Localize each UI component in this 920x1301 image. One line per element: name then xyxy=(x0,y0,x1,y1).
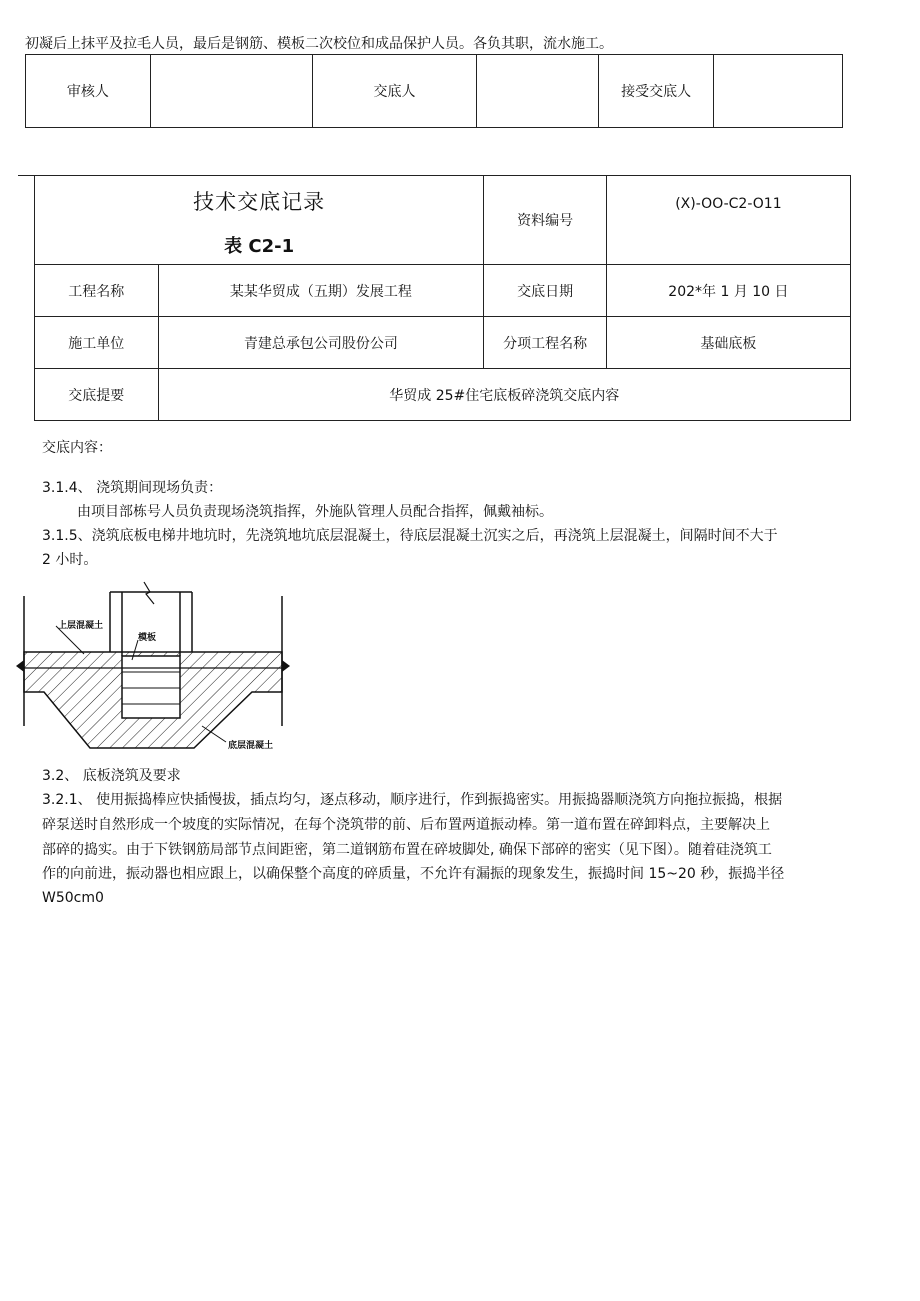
unit-value: 青建总承包公司股份公司 xyxy=(158,317,484,369)
record-table xyxy=(34,175,851,421)
content-heading: 交底内容： xyxy=(42,440,112,456)
unit-label: 施工单位 xyxy=(35,317,159,369)
doc-no-value: (X)-OO-C2-O11 xyxy=(606,176,850,265)
date-value: 202*年 1 月 10 日 xyxy=(606,265,850,317)
top-line-text: 初凝后上抹平及拉毛人员，最后是钢筋、模板二次校位和成品保护人员。各负其职，流水施工。 xyxy=(25,36,613,52)
elevator-pit-diagram xyxy=(14,576,296,760)
summary-label: 交底提要 xyxy=(35,369,159,421)
doc-no-label: 资料编号 xyxy=(484,176,607,265)
discloser-value xyxy=(477,55,599,128)
s321-line4: 作的向前进，振动器也相应跟上，以确保整个高度的碎质量，不允许有漏振的现象发生，振捣时间 15~20 秒，振捣半径 xyxy=(42,866,785,882)
break-mark xyxy=(144,582,154,604)
s321-line5: W50cm0 xyxy=(42,890,104,906)
receiver-value xyxy=(714,55,843,128)
project-value: 某某华贸成（五期）发展工程 xyxy=(158,265,484,317)
margin-mark xyxy=(18,175,34,176)
reviewer-value xyxy=(150,55,312,128)
reviewer-label: 审核人 xyxy=(26,55,151,128)
project-label: 工程名称 xyxy=(35,265,159,317)
discloser-label: 交底人 xyxy=(312,55,477,128)
label-formwork: 模板 xyxy=(138,633,157,643)
subproject-value: 基础底板 xyxy=(606,317,850,369)
subproject-label: 分项工程名称 xyxy=(484,317,607,369)
s314-title: 3.1.4、 浇筑期间现场负责： xyxy=(42,480,223,496)
s314-body: 由项目部栋号人员负责现场浇筑指挥，外施队管理人员配合指挥，佩戴袖标。 xyxy=(77,504,553,520)
receiver-label: 接受交底人 xyxy=(599,55,714,128)
s321-line3: 部碎的捣实。由于下铁钢筋局部节点间距密，第二道钢筋布置在碎坡脚处, 确保下部碎的密实（见下图）。随着硅浇筑工 xyxy=(42,842,772,858)
record-title-cell xyxy=(35,176,484,265)
s315-line1: 3.1.5、浇筑底板电梯井地坑时，先浇筑地坑底层混凝土，待底层混凝土沉实之后，再浇筑上层混凝土，间隔时间不大于 xyxy=(42,528,778,544)
summary-value: 华贸成 25#住宅底板碎浇筑交底内容 xyxy=(158,369,850,421)
s32-title: 3.2、 底板浇筑及要求 xyxy=(42,768,181,784)
date-label: 交底日期 xyxy=(484,265,607,317)
label-lower: 底层混凝土 xyxy=(228,741,274,751)
record-form-no: 表 C2-1 xyxy=(224,236,295,257)
s315-line2: 2 小时。 xyxy=(42,552,98,568)
formwork-box xyxy=(122,656,180,718)
label-upper: 上层混凝土 xyxy=(58,621,104,631)
s321-line1: 3.2.1、 使用振捣棒应快插慢拔，插点均匀，逐点移动，顺序进行，作到振捣密实。用振捣器顺浇筑方向拖拉振捣，根据 xyxy=(42,792,783,808)
record-title: 技术交底记录 xyxy=(193,190,326,214)
sign-table xyxy=(25,54,843,128)
s321-line2: 碎泵送时自然形成一个坡度的实际情况，在每个浇筑带的前、后布置两道振动棒。第一道布置在碎卸料点，主要解决上 xyxy=(42,817,770,833)
